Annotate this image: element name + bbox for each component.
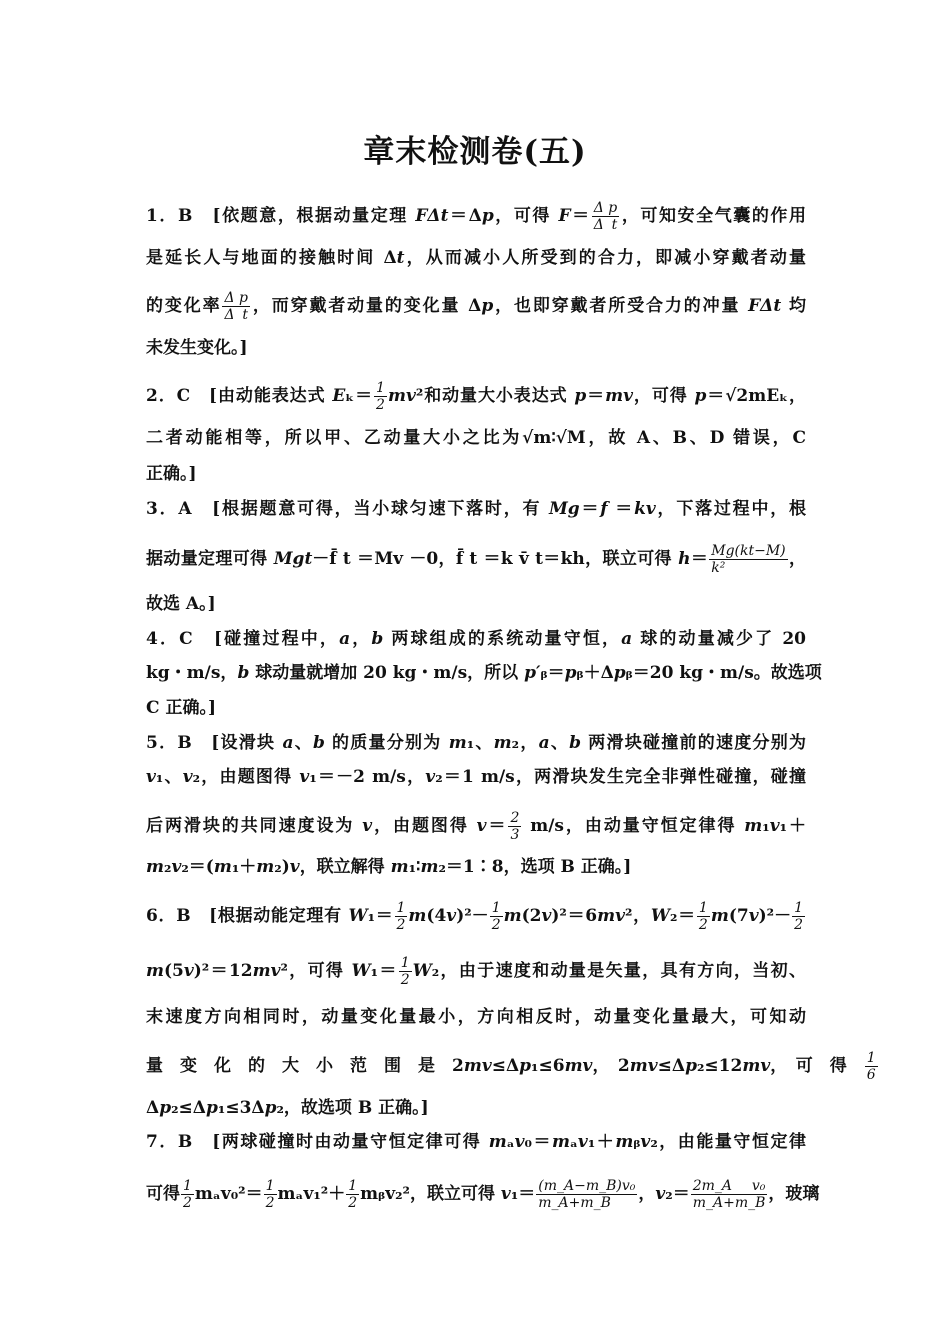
answer-line-q5b (146, 765, 806, 789)
fraction (181, 1178, 194, 1211)
text-run: 故选 A。] (146, 594, 216, 614)
text-run: 2．C [由动能表达式 (146, 386, 333, 406)
text-run: kv (634, 499, 656, 519)
fraction (592, 200, 620, 233)
text-run: W (351, 961, 371, 981)
text-run: ²， (625, 906, 651, 926)
text-run: p (205, 1098, 218, 1118)
text-run: m (493, 733, 512, 753)
text-run: b (312, 733, 325, 753)
text-run: FΔt (748, 296, 782, 316)
text-run: 均 (781, 296, 807, 316)
text-run: )²＝12 (193, 961, 253, 981)
text-run: p (574, 386, 587, 406)
text-run: 4．C [碰撞过程中， (146, 629, 340, 649)
text-run: Mg (548, 499, 580, 519)
text-run: v (446, 906, 457, 926)
answer-line-q1d (146, 336, 806, 360)
fraction-denominator: 2 (698, 917, 708, 933)
text-run: p (481, 206, 494, 226)
text-run: ₀＝ (524, 1132, 552, 1152)
text-run: m (710, 906, 729, 926)
fraction (399, 955, 412, 988)
text-run: p′ (524, 663, 541, 683)
answer-line-q3b (146, 543, 806, 576)
text-run: v (514, 1132, 525, 1152)
text-run: 两滑块碰撞前的速度分别为 (581, 733, 806, 753)
text-run: －f̄ t ＝Mv －0，f̄ t ＝k v̄ t＝kh (312, 549, 585, 569)
text-run: b (371, 629, 384, 649)
text-run: F (558, 206, 571, 226)
text-run: ₁＝ (510, 1184, 536, 1204)
text-run: ₂＝ (665, 1184, 690, 1204)
text-run: Mgt (273, 549, 313, 569)
fraction-numerator: 1 (348, 1178, 358, 1194)
text-run: v (146, 767, 156, 787)
answer-line-q6e (146, 1096, 806, 1120)
text-run: v (425, 767, 436, 787)
text-run: f (600, 499, 608, 519)
text-run: ₁＋ (779, 816, 807, 836)
fraction (374, 380, 387, 413)
text-run: v (362, 816, 373, 836)
text-run: m (503, 906, 522, 926)
text-run: ，可知安全气囊的作用 (620, 206, 807, 226)
fraction (264, 1178, 277, 1211)
fraction-denominator: 2 (491, 917, 501, 933)
text-run: 、 (549, 733, 570, 753)
text-run: h (678, 549, 691, 569)
answer-line-q6d (146, 1050, 876, 1083)
text-run: ᵦ＝20 kg・m/s。故选项 (625, 663, 822, 683)
answer-line-q6b (146, 955, 806, 988)
fraction-numerator: 2 (510, 810, 520, 826)
text-run: t (396, 248, 405, 268)
text-run: mv (252, 961, 281, 981)
text-run: ＝ (690, 549, 709, 569)
text-run: ₂ (164, 857, 172, 877)
fraction-denominator: 2 (396, 917, 406, 933)
text-run: ₁＋ (587, 1132, 616, 1152)
text-run: v (171, 857, 182, 877)
page-title: 章末检测卷(五) (363, 134, 587, 170)
text-run: ，从而减小人所受到的合力，即减小穿戴者动量 (404, 248, 807, 268)
text-run: m (420, 857, 439, 877)
answer-line-q3c (146, 592, 806, 616)
answer-line-q5d (146, 855, 806, 879)
text-run: Δ (146, 1098, 160, 1118)
fraction-denominator: m_A+m_B (538, 1195, 611, 1211)
fraction-denominator: 2 (400, 972, 410, 988)
text-run: ₁≤6 (531, 1056, 565, 1076)
text-run: m (213, 857, 232, 877)
text-run: m (146, 961, 164, 981)
text-run: ₂，由能量守恒定律 (650, 1132, 806, 1152)
text-run: v (476, 816, 487, 836)
text-run: )²－ (758, 906, 792, 926)
text-run: b (569, 733, 582, 753)
text-run: ， 可 得 (770, 1056, 864, 1076)
text-run: ₐ (570, 1132, 578, 1152)
fraction-denominator: Δ t (224, 307, 248, 323)
text-run: ，联立可得 (584, 549, 679, 569)
fraction-numerator: 1 (866, 1050, 876, 1066)
fraction (691, 1178, 768, 1211)
text-run: ²，可得 (280, 961, 352, 981)
fraction-numerator: 1 (794, 900, 803, 916)
text-run: ₂＝1∶8，选项 B 正确。] (438, 857, 632, 877)
text-run: 未发生变化。] (146, 338, 248, 358)
text-run: 7．B [两球碰撞时由动量守恒定律可得 (146, 1132, 489, 1152)
answer-line-q1c (146, 290, 806, 323)
text-run: ₁＝ (367, 906, 394, 926)
text-run: ，而穿戴者动量的变化量 Δ (251, 296, 482, 316)
text-run: ，可得 (632, 386, 695, 406)
text-run: v (500, 1184, 511, 1204)
fraction-denominator: 2 (183, 1195, 192, 1211)
fraction-numerator: Mg(kt−M) (711, 543, 786, 559)
fraction-numerator: 1 (698, 900, 708, 916)
text-run: ≤Δ (657, 1056, 686, 1076)
fraction-numerator: 1 (400, 955, 410, 971)
fraction (395, 900, 408, 933)
answer-line-q1a (146, 200, 806, 233)
text-run: 末速度方向相同时，动量变化量最小，方向相反时，动量变化量最大，可知动 (146, 1007, 806, 1027)
text-run: 1．B [依题意，根据动量定理 (146, 206, 416, 226)
text-run: p (519, 1056, 532, 1076)
text-run: ₂，故选项 B 正确。] (276, 1098, 429, 1118)
text-run: ，也即穿戴者所受合力的冲量 (493, 296, 749, 316)
answer-line-q5a (146, 731, 806, 755)
text-run: mᵦv₂²，联立可得 (360, 1184, 501, 1204)
answer-line-q7a (146, 1130, 806, 1154)
answer-line-q6a (146, 900, 806, 933)
text-run: p (613, 663, 626, 683)
text-run: m (408, 906, 427, 926)
fraction (792, 900, 805, 933)
fraction (865, 1050, 878, 1083)
fraction-numerator: (m_A−m_B)v₀ (538, 1178, 636, 1194)
text-run: 量 变 化 的 大 小 范 围 是 2 (146, 1056, 464, 1076)
text-run: mv (597, 906, 626, 926)
text-run: W (348, 906, 368, 926)
text-run: m (448, 733, 467, 753)
fraction (709, 543, 787, 576)
text-run: p (685, 1056, 697, 1076)
text-run: v (289, 857, 300, 877)
text-run: mv (629, 1056, 658, 1076)
text-run: 两球组成的系统动量守恒， (383, 629, 622, 649)
text-run: m (615, 1132, 634, 1152)
text-run: 球动量就增加 20 kg・m/s，所以 (249, 663, 525, 683)
text-run: 的变化率 (146, 296, 222, 316)
text-run: 球的动量减少了 20 (632, 629, 807, 649)
fraction-numerator: Δ p (224, 290, 248, 306)
text-run: ²和动量大小表达式 (415, 386, 575, 406)
text-run: 可得 (146, 1184, 180, 1204)
text-run: ₐ (506, 1132, 515, 1152)
text-run: ₁、 (155, 767, 183, 787)
text-run: ＝ (586, 386, 606, 406)
text-run: ，玻璃 (768, 1184, 820, 1204)
text-run: ，由题图得 (372, 816, 477, 836)
fraction-numerator: 1 (265, 1178, 275, 1194)
text-run: p (564, 663, 577, 683)
text-run: ₂≤Δ (171, 1098, 206, 1118)
text-run: v (182, 767, 193, 787)
text-run: ＝ (570, 206, 591, 226)
text-run: 据动量定理可得 (146, 549, 274, 569)
text-run: ₁ (762, 816, 770, 836)
text-run: 正确。] (146, 464, 197, 484)
text-run: ，可得 (493, 206, 559, 226)
answer-line-q4b (146, 661, 822, 685)
text-run: ＝√2mEₖ， (706, 386, 806, 406)
text-run: v (577, 1132, 588, 1152)
text-run: 、 (293, 733, 313, 753)
text-run: mₐv₀²＝ (194, 1184, 263, 1204)
fraction (222, 290, 250, 323)
text-run: ₖ＝ (345, 386, 374, 406)
text-run: mv (463, 1056, 492, 1076)
text-run: 二者动能相等，所以甲、乙动量大小之比为√m∶√M，故 A、B、D 错误，C (146, 428, 806, 448)
answer-line-q5c (146, 810, 806, 843)
text-run: ₂，由题图得 (192, 767, 300, 787)
text-run: )²＝6 (551, 906, 598, 926)
text-run: v (640, 1132, 651, 1152)
text-run: m (744, 816, 763, 836)
text-run: ₂≤12 (696, 1056, 743, 1076)
text-run: ₂＝( (181, 857, 214, 877)
text-run: m (146, 857, 164, 877)
text-run: ， (350, 629, 372, 649)
answer-line-q4a (146, 627, 806, 651)
text-run: ₂＝1 m/s，两滑块发生完全非弹性碰撞，碰撞 (435, 767, 806, 787)
fraction-denominator: 3 (510, 827, 520, 843)
text-run: a (282, 733, 294, 753)
text-run: ＝ (579, 499, 601, 519)
text-run: 3．A [根据题意可得，当小球匀速下落时，有 (146, 499, 549, 519)
text-run: ，下落过程中，根 (655, 499, 807, 519)
fraction-denominator: 6 (866, 1067, 876, 1083)
text-run: ₁＝－2 m/s， (309, 767, 426, 787)
text-run: v (748, 906, 759, 926)
fraction-numerator: 2m_A v₀ (692, 1178, 766, 1194)
fraction-denominator: 2 (794, 917, 803, 933)
answer-line-q1b (146, 246, 806, 270)
fraction (508, 810, 521, 843)
text-run: 6．B [根据动能定理有 (146, 906, 349, 926)
text-run: a (339, 629, 351, 649)
text-run: 5．B [设滑块 (146, 733, 283, 753)
text-run: ₁＋ (231, 857, 257, 877)
text-run: p (481, 296, 494, 316)
answer-line-q6c (146, 1005, 806, 1029)
text-run: ᵦ＝ (540, 663, 565, 683)
text-run: C 正确。] (146, 698, 216, 718)
text-run: a (621, 629, 633, 649)
fraction-numerator: 1 (183, 1178, 192, 1194)
answer-line-q3a (146, 497, 806, 521)
fraction-numerator: 1 (396, 900, 406, 916)
fraction-denominator: 2 (348, 1195, 358, 1211)
fraction (490, 900, 503, 933)
text-run: (5 (164, 961, 184, 981)
text-run: ， (788, 549, 807, 569)
text-run: )²－ (456, 906, 489, 926)
text-run: ₁∶ (408, 857, 421, 877)
text-run: mv (742, 1056, 771, 1076)
text-run: mv (605, 386, 633, 406)
text-run: W (412, 961, 432, 981)
fraction-denominator: 2 (265, 1195, 275, 1211)
text-run: v (183, 961, 194, 981)
text-run: v (541, 906, 552, 926)
answer-line-q2a (146, 380, 806, 413)
text-run: ᵦ＋Δ (576, 663, 614, 683)
text-run: ， (638, 1184, 656, 1204)
text-run: ₂，由于速度和动量是矢量，具有方向，当初、 (431, 961, 806, 981)
text-run: ＝ (607, 499, 635, 519)
answer-line-q2b (146, 426, 806, 450)
text-run: m (552, 1132, 570, 1152)
fraction (346, 1178, 359, 1211)
text-run: v (299, 767, 310, 787)
text-run: mv (387, 386, 416, 406)
text-run: m (256, 857, 275, 877)
text-run: ， 2 (592, 1056, 630, 1076)
text-run: ᵦ (633, 1132, 641, 1152)
fraction-denominator: 2 (376, 397, 385, 413)
fraction-numerator: Δ p (593, 200, 618, 216)
text-run: m/s，由动量守恒定律得 (522, 816, 745, 836)
text-run: m (390, 857, 409, 877)
text-run: ₁≤3Δ (217, 1098, 265, 1118)
text-run: FΔt (415, 206, 449, 226)
text-run: 的质量分别为 (324, 733, 449, 753)
text-run: ，联立解得 (299, 857, 391, 877)
text-run: 后两滑块的共同速度设为 (146, 816, 363, 836)
text-run: p (264, 1098, 277, 1118)
text-run: ₁、 (466, 733, 494, 753)
text-run: ₁＝ (370, 961, 398, 981)
text-run: ＝ (486, 816, 508, 836)
text-run: a (538, 733, 550, 753)
fraction-denominator: m_A+m_B (692, 1195, 766, 1211)
text-run: m (488, 1132, 507, 1152)
text-run: (4 (426, 906, 447, 926)
text-run: ₂＝ (670, 906, 696, 926)
answer-line-q4c (146, 696, 806, 720)
fraction-denominator: Δ t (593, 217, 618, 233)
fraction-numerator: 1 (376, 380, 385, 396)
text-run: mv (564, 1056, 593, 1076)
text-run: (7 (728, 906, 749, 926)
fraction (697, 900, 710, 933)
text-run: b (237, 663, 250, 683)
text-run: kg・m/s， (146, 663, 238, 683)
fraction-numerator: 1 (491, 900, 501, 916)
fraction (536, 1178, 637, 1211)
text-run: p (159, 1098, 172, 1118)
text-run: W (650, 906, 670, 926)
text-run: ＝Δ (448, 206, 482, 226)
text-run: p (694, 386, 707, 406)
text-run: E (332, 386, 346, 406)
text-run: ₂， (511, 733, 539, 753)
text-run: (2 (521, 906, 542, 926)
answer-line-q2c (146, 462, 806, 486)
fraction-denominator: k² (711, 560, 726, 576)
text-run: ≤Δ (491, 1056, 520, 1076)
text-run: 是延长人与地面的接触时间 Δ (146, 248, 397, 268)
answer-line-q7b (146, 1178, 820, 1211)
text-run: mₐv₁²＋ (277, 1184, 346, 1204)
text-run: v (769, 816, 780, 836)
text-run: v (655, 1184, 666, 1204)
text-run: ₂) (274, 857, 290, 877)
